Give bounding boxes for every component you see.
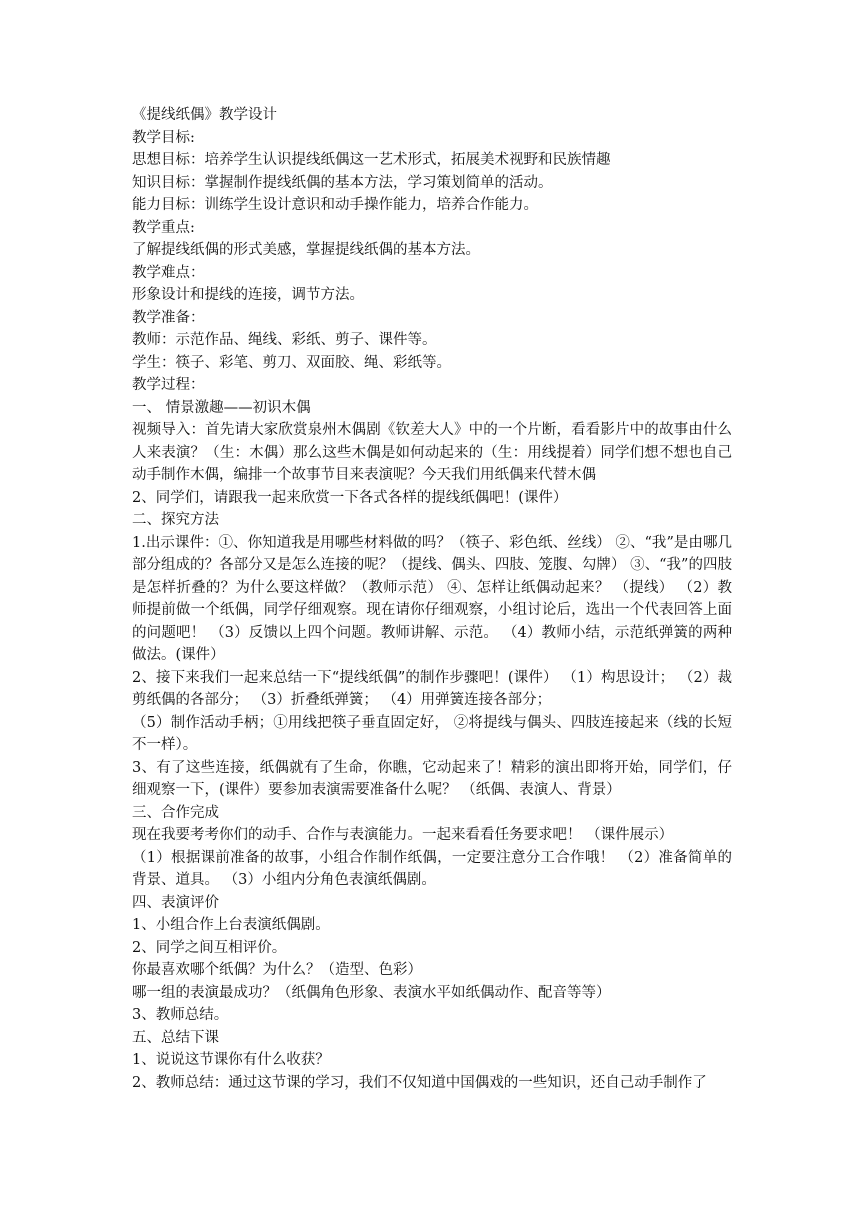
paragraph: 思想目标：培养学生认识提线纸偶这一艺术形式，拓展美术视野和民族情趣 <box>132 152 611 168</box>
paragraph: 2、教师总结：通过这节课的学习，我们不仅知道中国偶戏的一些知识，还自己动手制作了 <box>132 1074 707 1091</box>
section-heading: 三、合作完成 <box>132 804 219 821</box>
section-heading: 教学重点: <box>132 219 195 236</box>
paragraph: （1）根据课前准备的故事，小组合作制作纸偶，一定要注意分工合作哦！ （2）准备简单的背景、道具。 （3）小组内分角色表演纸偶剧。 <box>132 849 732 888</box>
document-title: 《提线纸偶》教学设计 <box>132 107 277 123</box>
section-heading: 教学难点： <box>132 264 205 281</box>
paragraph: 1、小组合作上台表演纸偶剧。 <box>132 917 330 933</box>
paragraph: （5）制作活动手柄；①用线把筷子垂直固定好， ②将提线与偶头、四肢连接起来（线的长短不一样）。 <box>132 714 732 753</box>
section-heading: 教学目标: <box>132 129 195 146</box>
paragraph: 学生：筷子、彩笔、剪刀、双面胶、绳、彩纸等。 <box>132 354 451 371</box>
paragraph: 3、教师总结。 <box>132 1007 229 1023</box>
section-heading: 四、表演评价 <box>132 894 219 911</box>
section-heading: 教学过程： <box>132 377 205 393</box>
paragraph: 哪一组的表演最成功？（纸偶角色形象、表演水平如纸偶动作、配音等等） <box>132 984 611 1001</box>
paragraph: 能力目标：训练学生设计意识和动手操作能力，培养合作能力。 <box>132 197 538 213</box>
paragraph: 3、有了这些连接，纸偶就有了生命，你瞧，它动起来了！精彩的演出即将开始，同学们，仔细观察一下，(课件）要参加表演需要准备什么呢？ （纸偶、表演人、背景） <box>132 759 732 798</box>
paragraph: 了解提线纸偶的形式美感，掌握提线纸偶的基本方法。 <box>132 242 480 258</box>
paragraph: 现在我要考考你们的动手、合作与表演能力。一起来看看任务要求吧！ （课件展示） <box>132 827 674 843</box>
paragraph: 1、说说这节课你有什么收获？ <box>132 1052 330 1068</box>
paragraph: 视频导入：首先请大家欣赏泉州木偶剧《钦差大人》中的一个片断，看看影片中的故事由什么人来表演？（生：木偶）那么这些木偶是如何动起来的（生：用线提着）同学们想不想也自己动手制作木偶，编排一个故事节目来表演呢？今天我们用纸偶来代替木偶 <box>132 422 732 483</box>
paragraph: 2、接下来我们一起来总结一下“提线纸偶”的制作步骤吧！(课件） （1）构思设计； （2）裁剪纸偶的各部分； （3）折叠纸弹簧； （4）用弹簧连接各部分； <box>132 669 732 708</box>
section-heading: 教学准备： <box>132 309 205 326</box>
paragraph: 2、同学之间互相评价。 <box>132 939 287 956</box>
document-body <box>132 104 732 1094</box>
paragraph: 你最喜欢哪个纸偶？为什么？（造型、色彩） <box>132 962 422 978</box>
paragraph: 2、同学们，请跟我一起来欣赏一下各式各样的提线纸偶吧！(课件） <box>132 489 568 506</box>
section-heading: 五、总结下课 <box>132 1029 219 1046</box>
section-heading: 二、探究方法 <box>132 512 219 528</box>
paragraph: 1.出示课件：①、你知道我是用哪些材料做的吗？（筷子、彩色纸、丝线） ②、“我”是由哪几部分组成的？各部分又是怎么连接的呢？（提线、偶头、四肢、笼腹、勾牌） ③、“我”的四肢是怎样折叠的？为什么要这样做？（教师示范） ④、怎样让纸偶动起来？ （提线） （2）教师提前做一个纸偶，同学仔细观察。现在请你仔细观察，小组讨论后，选出一个代表回答上面的问题吧！ （3）反馈以上四个问题。教师讲解、示范。 （4）教师小结，示范纸弹簧的两种做法。(课件） <box>132 534 732 663</box>
paragraph: 知识目标：掌握制作提线纸偶的基本方法，学习策划简单的活动。 <box>132 174 553 191</box>
paragraph: 形象设计和提线的连接，调节方法。 <box>132 287 364 303</box>
section-heading: 一、 情景激趣——初识木偶 <box>132 399 311 416</box>
paragraph: 教师：示范作品、绳线、彩纸、剪子、课件等。 <box>132 332 437 348</box>
